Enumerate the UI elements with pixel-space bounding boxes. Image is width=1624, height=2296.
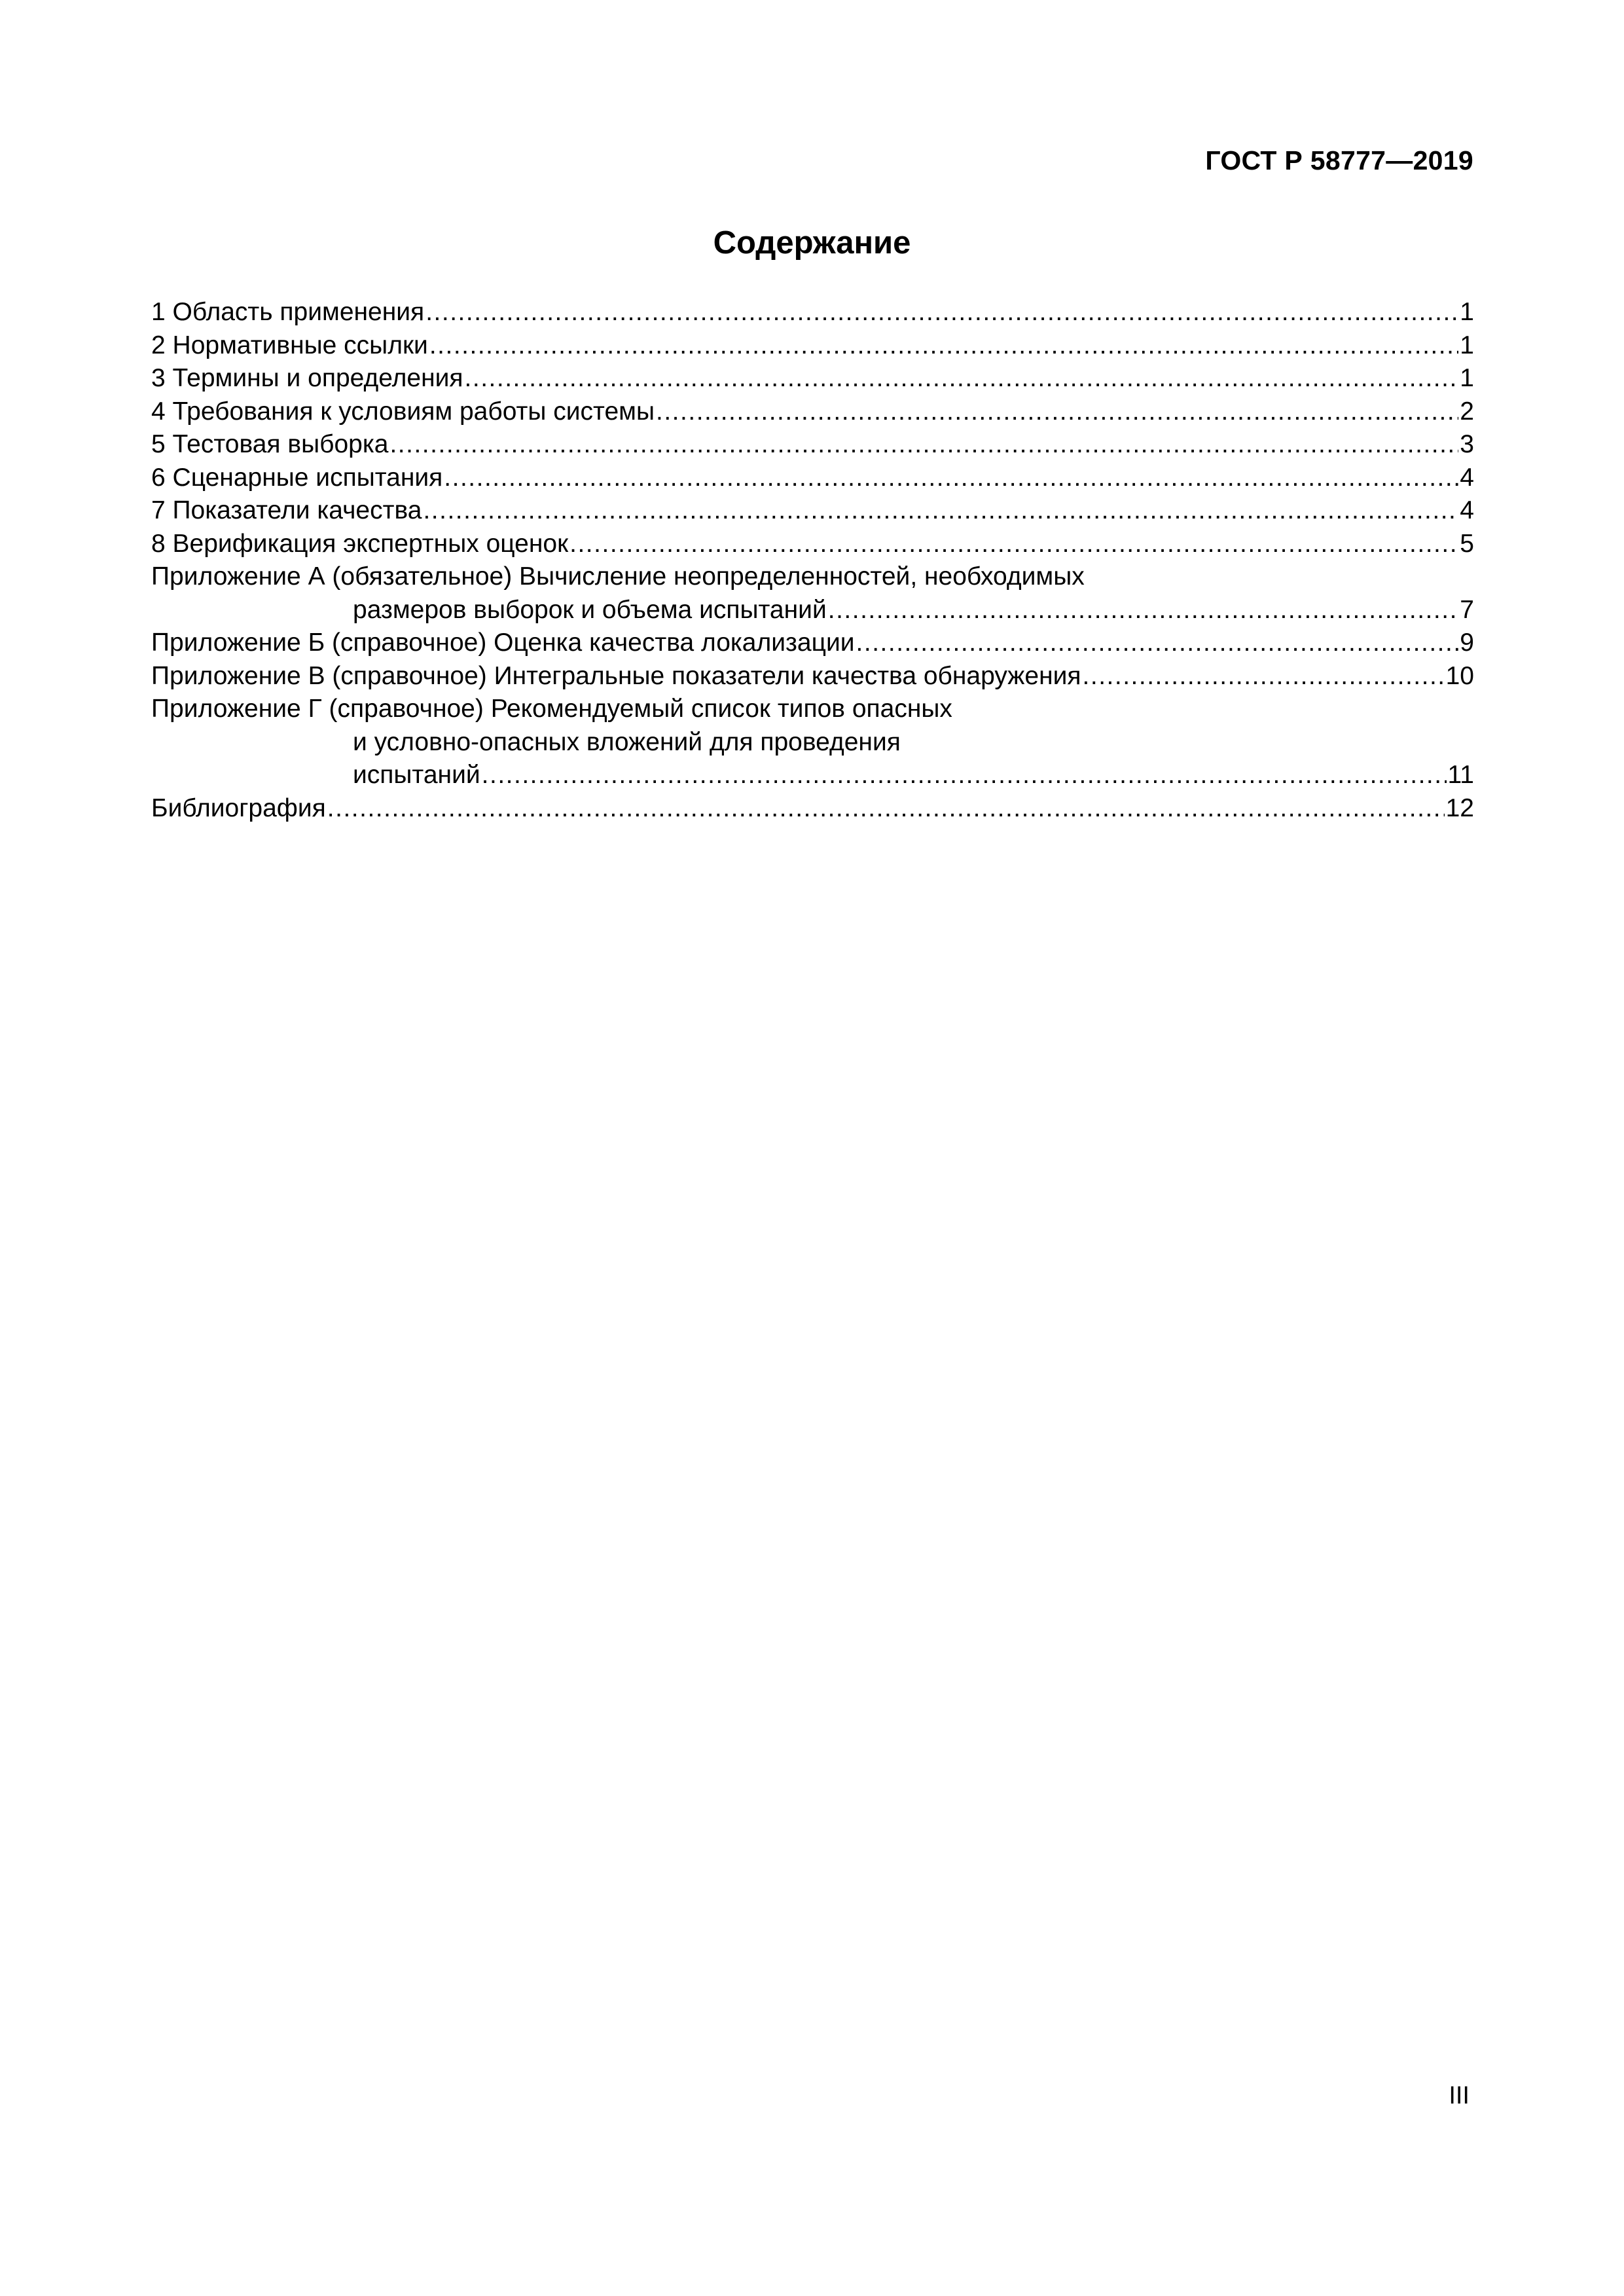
toc-entry-line: [151, 462, 1474, 495]
toc-entry[interactable]: [151, 693, 1474, 792]
toc-dot-leader: [465, 362, 1459, 395]
toc-title: Содержание: [713, 225, 911, 261]
toc-entry[interactable]: [151, 494, 1474, 528]
toc-entry[interactable]: [151, 428, 1474, 462]
toc-entry[interactable]: [151, 362, 1474, 395]
toc-entry-page-number: 12: [1445, 793, 1474, 822]
toc-dot-leader: [569, 528, 1458, 561]
toc-entry-page-number: 5: [1460, 529, 1474, 558]
toc-entry[interactable]: [151, 560, 1474, 627]
toc-entry-page-number: 9: [1460, 629, 1474, 657]
toc-entry-title: 4 Требования к условиям работы системы: [151, 397, 655, 426]
toc-dot-leader: [856, 627, 1459, 660]
toc-entry-title: Приложение А (обязательное) Вычисление неопределенностей, необходимых: [151, 562, 1085, 591]
toc-entry-page-number: 10: [1445, 661, 1474, 690]
toc-entry-title: и условно-опасных вложений для проведения: [353, 727, 901, 756]
toc-dot-leader: [444, 462, 1458, 495]
toc-entry-title: Приложение Б (справочное) Оценка качества локализации: [151, 629, 855, 657]
toc-entry-title: 7 Показатели качества: [151, 496, 422, 524]
toc-entry[interactable]: [151, 395, 1474, 429]
toc-entry[interactable]: [151, 627, 1474, 660]
table-of-contents: [151, 296, 1474, 825]
toc-entry-page-number: 4: [1460, 463, 1474, 492]
toc-entry-line: [151, 329, 1474, 363]
toc-entry-page-number: 4: [1460, 496, 1474, 524]
toc-entry-line: [151, 759, 1474, 792]
toc-entry-line: [151, 594, 1474, 627]
toc-entry-title: 8 Верификация экспертных оценок: [151, 529, 569, 558]
toc-entry-title: 2 Нормативные ссылки: [151, 331, 428, 359]
toc-entry[interactable]: [151, 329, 1474, 363]
toc-entry-title: 3 Термины и определения: [151, 364, 463, 392]
toc-entry[interactable]: [151, 528, 1474, 561]
toc-dot-leader: [1083, 660, 1445, 693]
toc-entry[interactable]: [151, 296, 1474, 329]
toc-entry-line: [151, 296, 1474, 329]
toc-dot-leader: [429, 329, 1458, 363]
page-number: III: [1449, 2082, 1470, 2109]
toc-entry-line: [151, 395, 1474, 429]
document-code: ГОСТ Р 58777—2019: [1205, 145, 1473, 175]
toc-entry[interactable]: [151, 660, 1474, 693]
toc-entry-page-number: 11: [1447, 761, 1474, 789]
toc-entry-page-number: 1: [1460, 298, 1474, 326]
toc-entry-page-number: 2: [1460, 397, 1474, 426]
toc-entry[interactable]: [151, 462, 1474, 495]
toc-dot-leader: [828, 594, 1459, 627]
toc-dot-leader: [482, 759, 1447, 792]
toc-dot-leader: [425, 296, 1458, 329]
toc-entry-page-number: 3: [1460, 430, 1474, 458]
toc-entry-title: Приложение В (справочное) Интегральные показатели качества обнаружения: [151, 661, 1081, 690]
toc-entry-title: 5 Тестовая выборка: [151, 430, 389, 458]
toc-entry-page-number: 1: [1460, 331, 1474, 359]
toc-entry-title: размеров выборок и объема испытаний: [353, 595, 827, 624]
toc-entry-line: [151, 428, 1474, 462]
toc-entry-line: [151, 362, 1474, 395]
toc-entry-title: испытаний: [353, 761, 480, 789]
toc-entry-title: 6 Сценарные испытания: [151, 463, 443, 492]
toc-entry-title: 1 Область применения: [151, 298, 425, 326]
toc-dot-leader: [327, 792, 1445, 826]
toc-entry-title: Библиография: [151, 793, 326, 822]
toc-entry-line: [151, 560, 1474, 594]
toc-entry-line: [151, 528, 1474, 561]
toc-entry-title: Приложение Г (справочное) Рекомендуемый список типов опасных: [151, 695, 952, 723]
toc-dot-leader: [656, 395, 1458, 429]
toc-entry-page-number: 1: [1460, 364, 1474, 392]
toc-entry-line: [151, 660, 1474, 693]
toc-entry[interactable]: [151, 792, 1474, 826]
toc-dot-leader: [423, 494, 1458, 528]
toc-dot-leader: [389, 428, 1458, 462]
toc-entry-line: [151, 693, 1474, 726]
toc-entry-line: [151, 627, 1474, 660]
toc-entry-line: [151, 726, 1474, 759]
toc-entry-line: [151, 494, 1474, 528]
toc-entry-page-number: 7: [1460, 595, 1474, 624]
toc-entry-line: [151, 792, 1474, 826]
